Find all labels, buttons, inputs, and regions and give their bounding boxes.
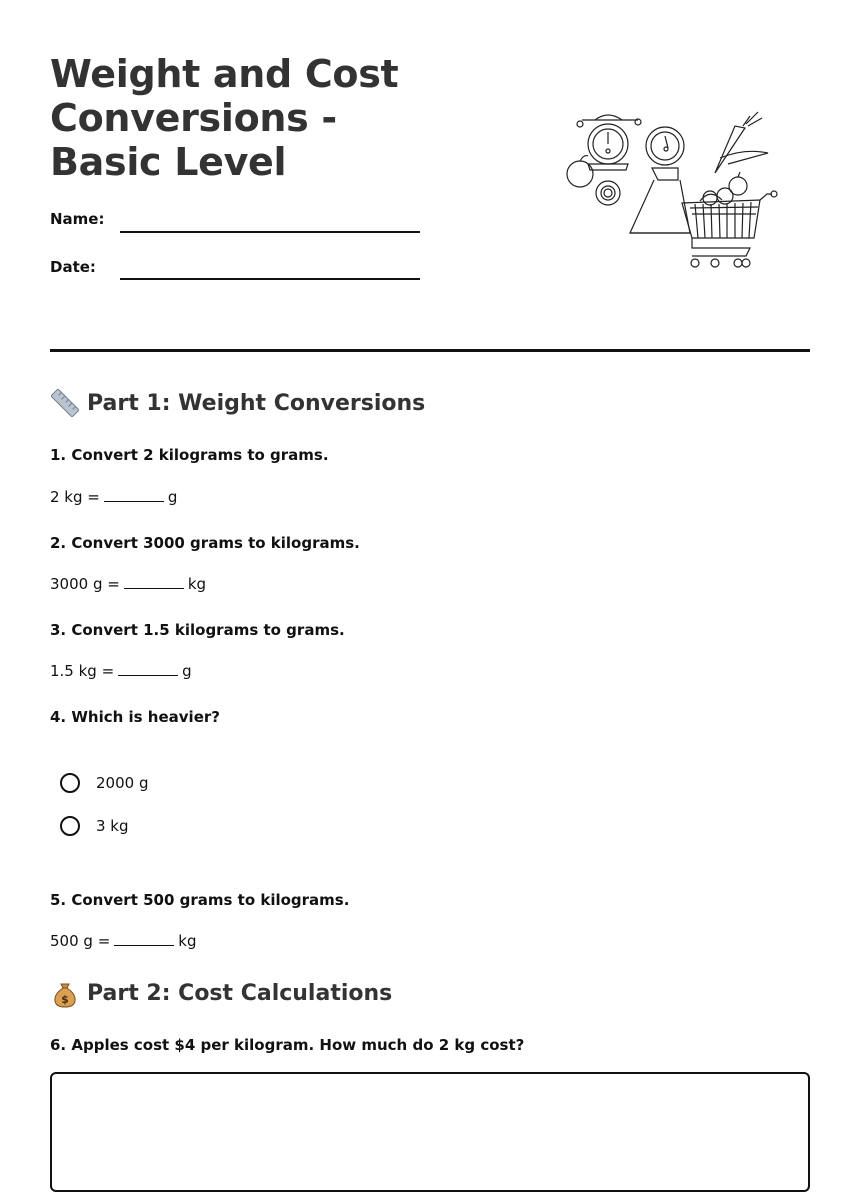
answer-2	[50, 575, 206, 593]
part2-title: Part 2: Cost Calculations	[87, 980, 393, 1006]
scales-and-cart-illustration	[560, 108, 785, 273]
name-field[interactable]	[120, 231, 420, 233]
answer-1-unit: g	[167, 488, 178, 506]
name-label: Name:	[50, 210, 105, 228]
radio-button[interactable]	[60, 773, 80, 793]
option-label: 3 kg	[96, 817, 129, 835]
svg-text:$: $	[61, 993, 69, 1006]
part1-heading	[50, 388, 425, 418]
answer-1-blank[interactable]	[104, 489, 164, 502]
answer-2-lhs: 3000 g =	[50, 575, 120, 593]
option-3kg[interactable]	[60, 816, 129, 836]
question-2: 2. Convert 3000 grams to kilograms.	[50, 534, 360, 552]
answer-1	[50, 488, 177, 506]
header-divider	[50, 349, 810, 352]
part2-heading	[50, 978, 392, 1008]
answer-1-lhs: 2 kg =	[50, 488, 100, 506]
answer-5-unit: kg	[178, 932, 197, 950]
question-6: 6. Apples cost $4 per kilogram. How much do 2 kg cost?	[50, 1036, 525, 1054]
question-1: 1. Convert 2 kilograms to grams.	[50, 446, 329, 464]
radio-button[interactable]	[60, 816, 80, 836]
question-5: 5. Convert 500 grams to kilograms.	[50, 891, 350, 909]
worksheet-title: Weight and Cost Conversions - Basic Level	[50, 52, 399, 184]
money-bag-icon	[50, 978, 80, 1008]
answer-5	[50, 932, 196, 950]
answer-box-6[interactable]	[50, 1072, 810, 1192]
question-3: 3. Convert 1.5 kilograms to grams.	[50, 621, 345, 639]
answer-2-blank[interactable]	[124, 576, 184, 589]
option-2000g[interactable]	[60, 773, 148, 793]
answer-3-blank[interactable]	[118, 663, 178, 676]
option-label: 2000 g	[96, 774, 149, 792]
part1-title: Part 1: Weight Conversions	[87, 390, 426, 416]
date-field[interactable]	[120, 278, 420, 280]
answer-3-unit: g	[182, 662, 192, 680]
date-label: Date:	[50, 258, 96, 276]
ruler-icon	[50, 388, 80, 418]
answer-3	[50, 662, 192, 680]
answer-2-unit: kg	[187, 575, 207, 593]
answer-5-blank[interactable]	[114, 933, 174, 946]
answer-3-lhs: 1.5 kg =	[50, 662, 115, 680]
question-4: 4. Which is heavier?	[50, 708, 220, 726]
answer-5-lhs: 500 g =	[50, 932, 111, 950]
